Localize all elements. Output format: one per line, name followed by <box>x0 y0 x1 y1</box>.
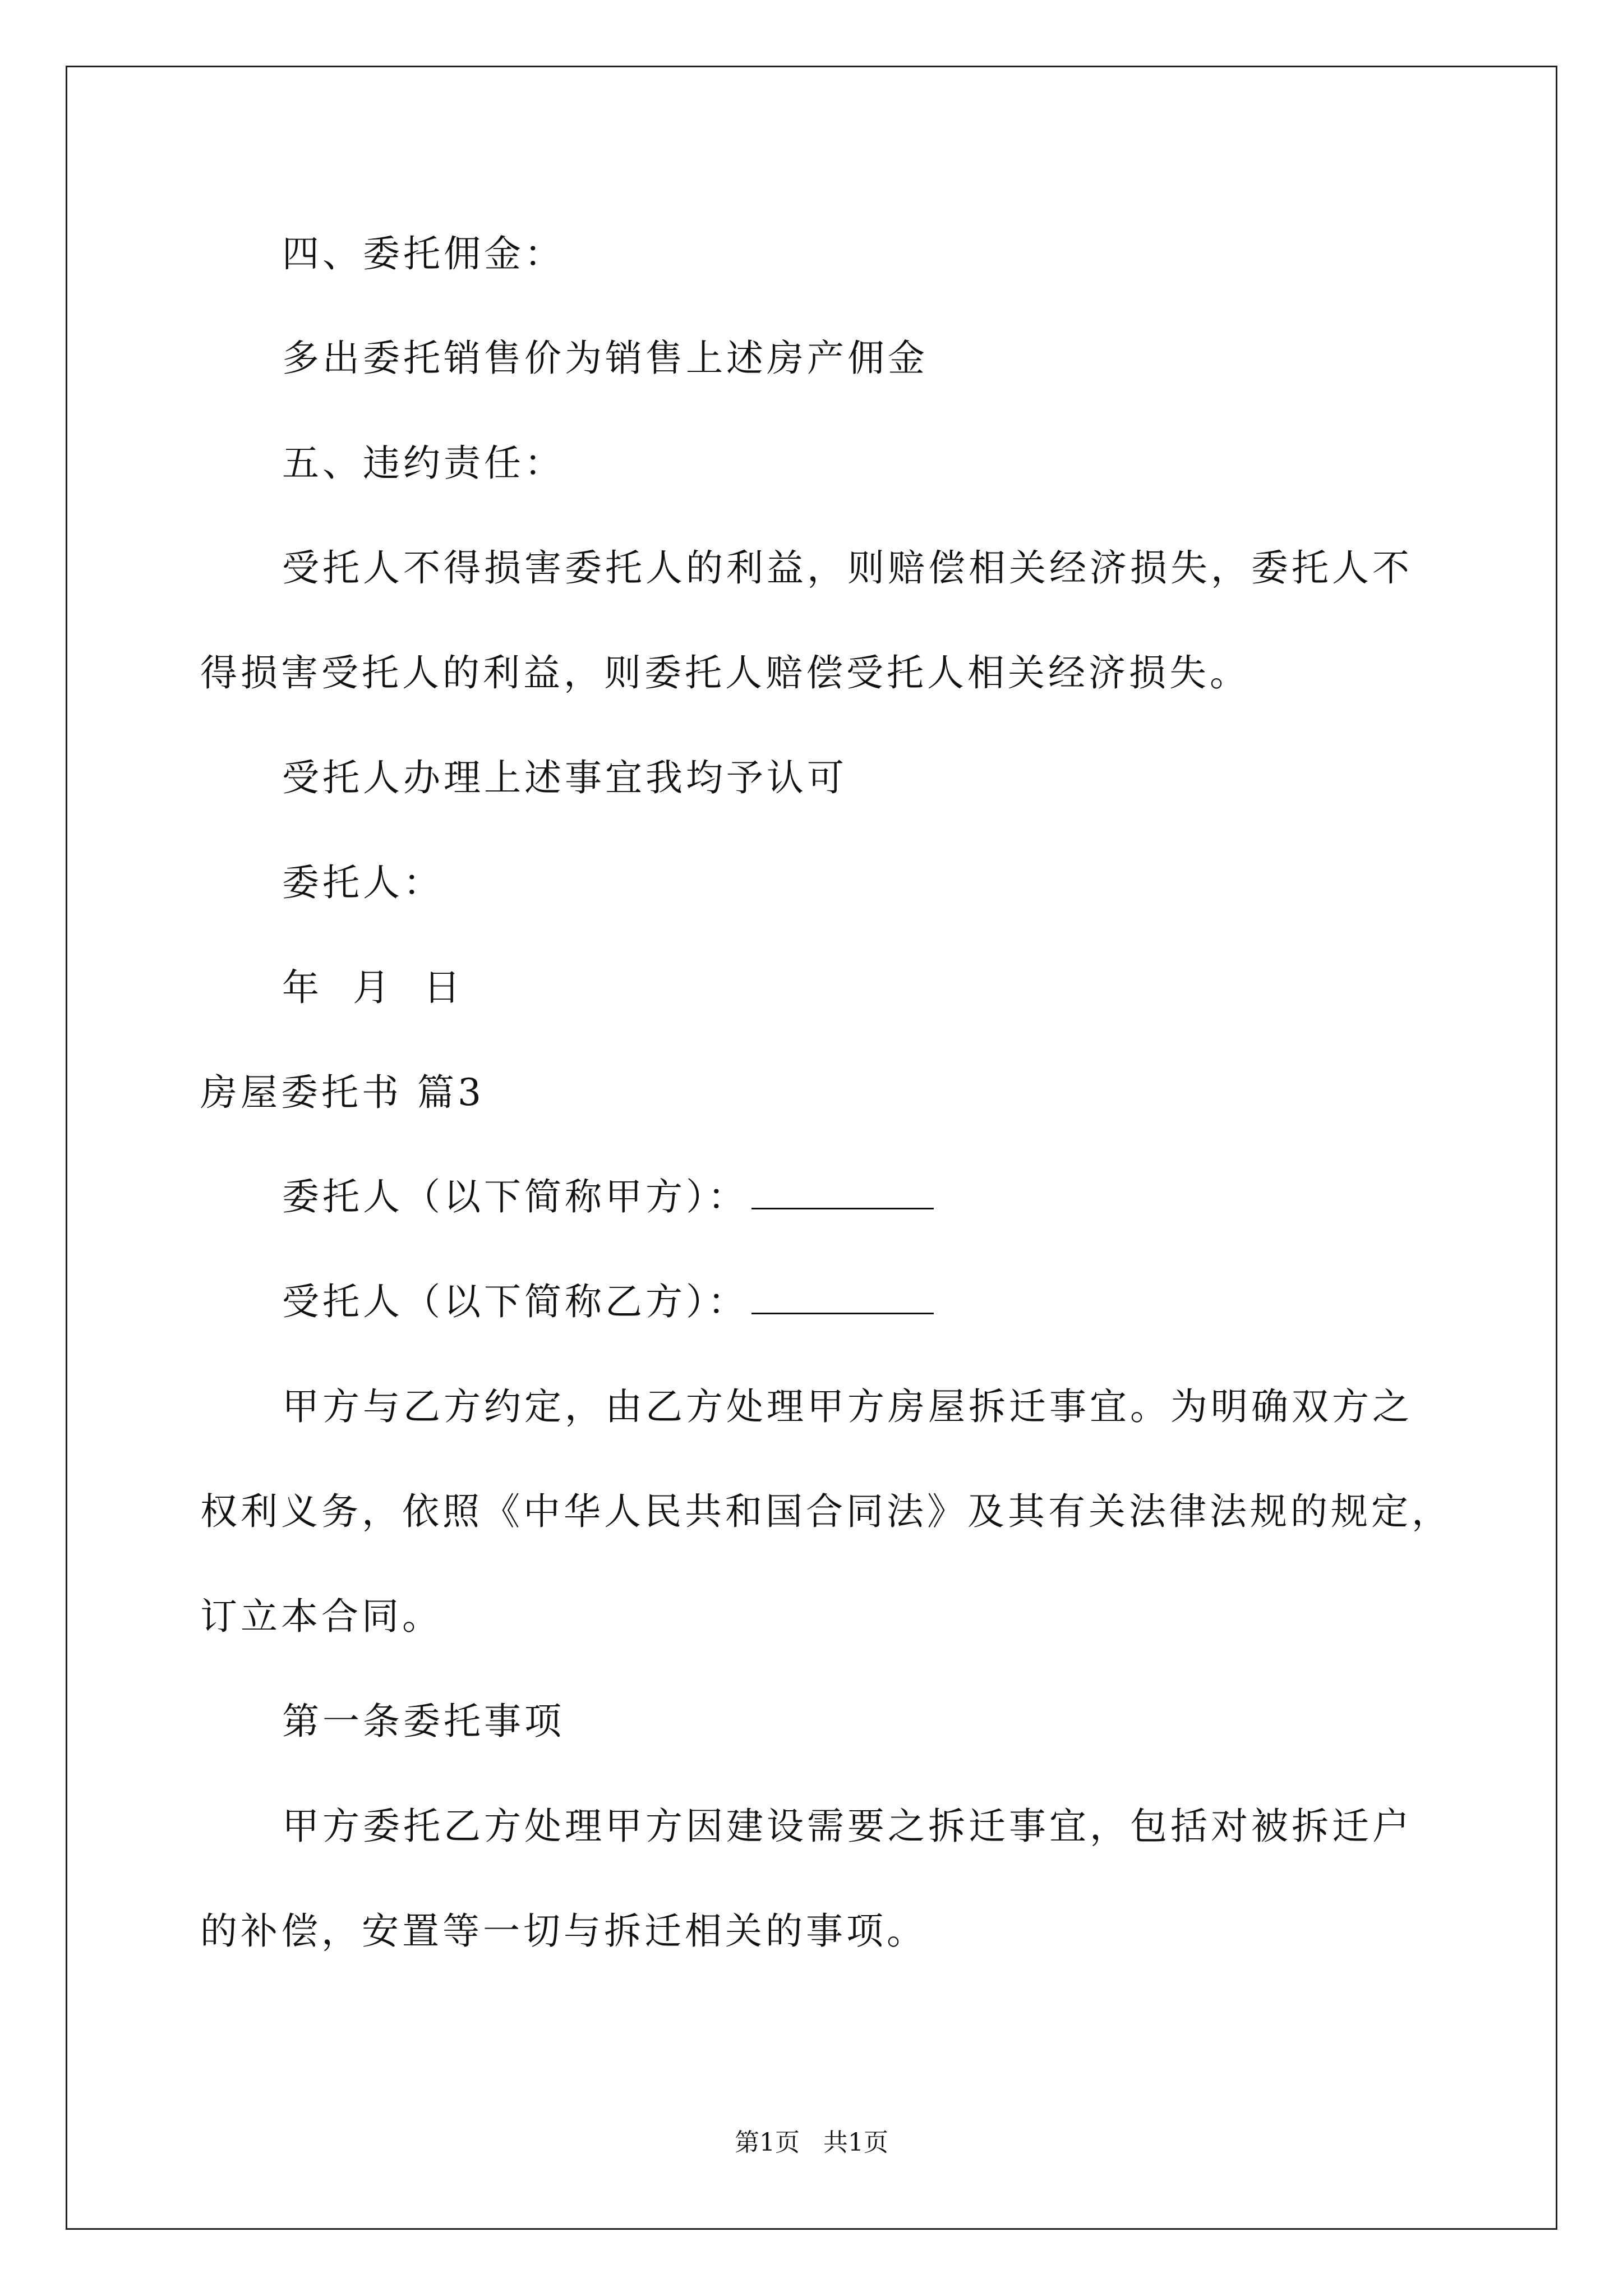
principal-signature-label: 委托人： <box>282 861 444 904</box>
principal-blank-field <box>751 1205 934 1209</box>
clause-one-text-line-1: 甲方委托乙方处理甲方因建设需要之拆迁事宜，包括对被拆迁户 <box>282 1805 1413 1848</box>
principal-party-line <box>282 1175 934 1220</box>
clause-one-heading: 第一条委托事项 <box>282 1700 565 1743</box>
agreement-text-line-3: 订立本合同。 <box>200 1595 442 1638</box>
page-total: 共1页 <box>823 2128 888 2157</box>
commission-text: 多出委托销售价为销售上述房产佣金 <box>282 337 928 380</box>
liability-text-line-2: 得损害受托人的利益，则委托人赔偿受托人相关经济损失。 <box>200 651 1250 694</box>
page-border <box>66 66 1557 2230</box>
principal-party-label: 委托人（以下简称甲方）： <box>282 1175 748 1218</box>
liability-text-line-1: 受托人不得损害委托人的利益，则赔偿相关经济损失，委托人不 <box>282 546 1413 590</box>
agent-party-label: 受托人（以下简称乙方）： <box>282 1280 748 1323</box>
section-four-heading: 四、委托佣金： <box>282 232 565 275</box>
agreement-text-line-2: 权利义务，依照《中华人民共和国合同法》及其有关法律法规的规定， <box>200 1490 1452 1533</box>
clause-one-text-line-2: 的补偿，安置等一切与拆迁相关的事项。 <box>200 1910 927 1953</box>
article-title: 房屋委托书 篇3 <box>200 1071 485 1114</box>
approval-text: 受托人办理上述事宜我均予认可 <box>282 756 847 799</box>
agent-blank-field <box>751 1310 934 1314</box>
section-five-heading: 五、违约责任： <box>282 441 565 485</box>
agent-party-line <box>282 1280 934 1324</box>
page-number: 第1页 <box>735 2128 800 2157</box>
page-footer <box>0 2127 1623 2159</box>
date-line: 年 月 日 <box>282 966 464 1009</box>
agreement-text-line-1: 甲方与乙方约定，由乙方处理甲方房屋拆迁事宜。为明确双方之 <box>282 1385 1413 1428</box>
